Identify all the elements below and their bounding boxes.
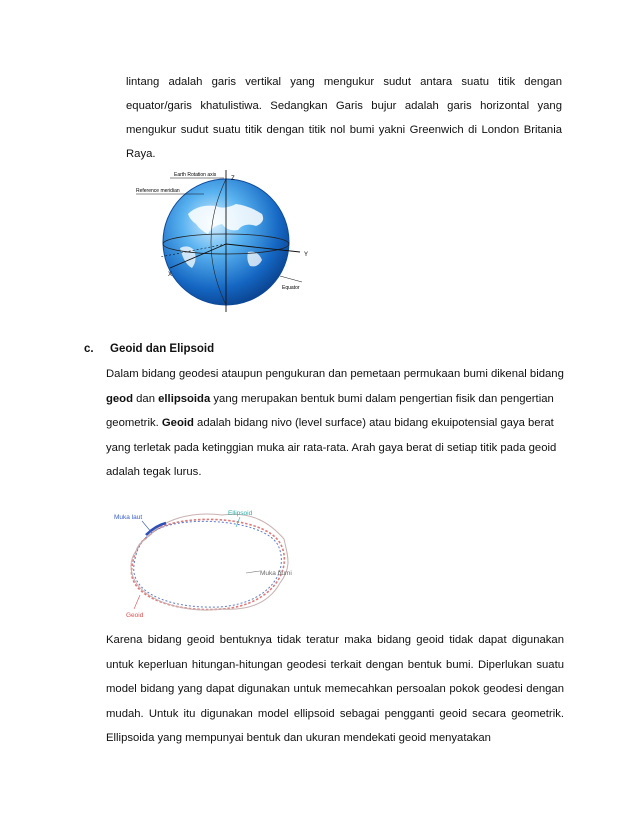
muka-bumi-label: Muka bumi <box>260 570 292 577</box>
ellipsoid-label: Ellipsoid <box>228 510 253 517</box>
equator-label: Equator <box>282 285 300 291</box>
para2-bold-geod: geod <box>106 392 133 405</box>
geoid-ellipsoid-figure <box>112 505 296 621</box>
globe-figure <box>130 164 316 314</box>
paragraph-ellipsoid: Karena bidang geoid bentuknya tidak teratur maka bidang geoid tidak dapat digunakan untuk keperluan hitungan-hitungan geodesi terkait dengan bentuk bumi. Diperlukan suatu model bidang yang dapat digunakan untuk memecahkan persoalan pokok geodesi dengan mudah. Untuk itu digunakan model ellipsoid sebagai pengganti geoid secara geometrik. Ellipsoida yang mempunyai bentuk dan ukuran mendekati geoid menyatakan <box>106 634 564 745</box>
para2-text: yang merupakan bentuk bumi dalam pengertian fisik dan pengertian geometrik. <box>106 392 554 429</box>
y-axis-label: Y <box>304 252 309 258</box>
section-letter: c. <box>84 343 94 355</box>
section-heading <box>84 343 214 355</box>
earth-axis-label: Earth Rotation axis <box>174 172 217 178</box>
reference-meridian-label: Reference meridian <box>136 188 180 194</box>
z-axis-label: Z <box>231 176 235 182</box>
x-axis-label: X <box>168 272 173 278</box>
paragraph-lintang-bujur: lintang adalah garis vertikal yang mengukur sudut antara suatu titik dengan equator/garis khatulistiwa. Sedangkan Garis bujur adalah garis horizontal yang mengukur sudut suatu titik dengan titik nol bumi yakni Greenwich di London Britania Raya. <box>126 76 562 160</box>
para2-text: Dalam bidang geodesi ataupun pengukuran dan pemetaan permukaan bumi dikenal bidang <box>106 368 564 380</box>
para2-bold-geoid: Geoid <box>161 417 194 429</box>
para2-text: adalah bidang nivo (level surface) atau bidang ekuipotensial gaya berat yang terletak pada ketinggian muka air rata-rata. Arah gaya berat di setiap titik pada geoid adalah tegak lurus. <box>106 417 557 478</box>
paragraph-geoid <box>106 362 564 485</box>
muka-laut-label: Muka laut <box>114 514 143 521</box>
para2-bold-ellipsoida: ellipsoida <box>158 392 211 405</box>
geoid-label: Geoid <box>126 612 144 619</box>
para2-text: dan <box>133 392 159 405</box>
section-title: Geoid dan Elipsoid <box>110 343 215 355</box>
